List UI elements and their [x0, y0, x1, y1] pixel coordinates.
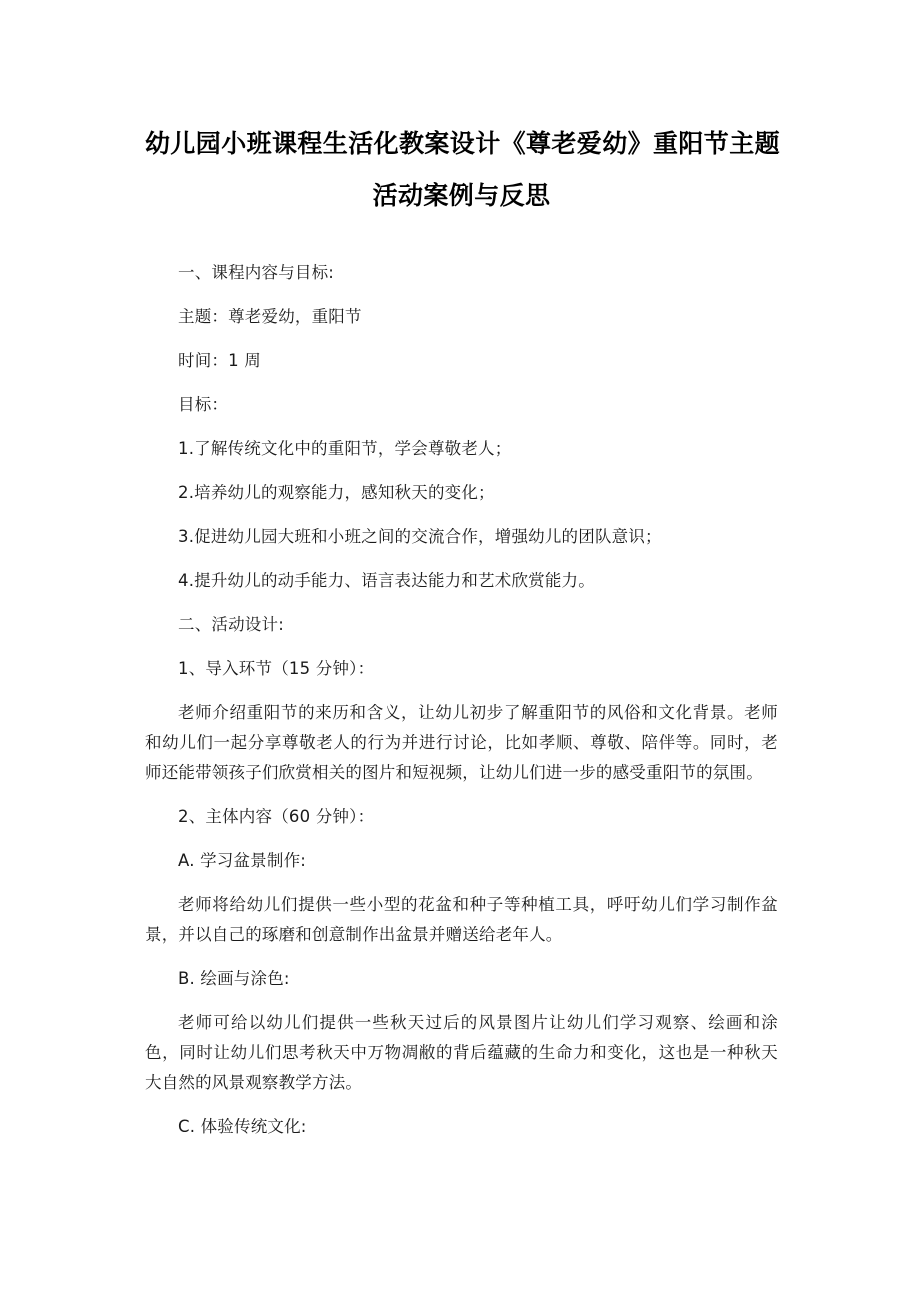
page-title-line-2: 活动案例与反思: [372, 181, 551, 210]
subsection-heading-a-bonsai: A. 学习盆景制作:: [178, 851, 307, 870]
document-body: [145, 222, 778, 1142]
field-theme: 主题：尊老爱幼，重阳节: [178, 307, 362, 326]
objective-item-1: 1.了解传统文化中的重阳节，学会尊敬老人；: [178, 439, 512, 458]
document-content: [145, 0, 781, 1142]
subsection-heading-main-content: 2、主体内容（60 分钟）：: [178, 807, 375, 826]
field-objectives-label: 目标：: [178, 395, 229, 414]
subsection-heading-introduction: 1、导入环节（15 分钟）：: [178, 659, 375, 678]
field-duration: 时间：1 周: [178, 351, 261, 370]
subsection-heading-b-drawing: B. 绘画与涂色:: [178, 969, 290, 988]
objective-item-3: 3.促进幼儿园大班和小班之间的交流合作，增强幼儿的团队意识；: [178, 527, 662, 546]
paragraph-drawing: 老师可给以幼儿们提供一些秋天过后的风景图片让幼儿们学习观察、绘画和涂色，同时让幼儿们思考秋天中万物凋敝的背后蕴藏的生命力和变化，这也是一种秋天大自然的风景观察教学方法。: [145, 1013, 778, 1092]
section-heading-course-content: 一、课程内容与目标:: [178, 263, 335, 282]
paragraph-introduction: 老师介绍重阳节的来历和含义，让幼儿初步了解重阳节的风俗和文化背景。老师和幼儿们一起分享尊敬老人的行为并进行讨论，比如孝顺、尊敬、陪伴等。同时，老师还能带领孩子们欣赏相关的图片和短视频，让幼儿们进一步的感受重阳节的氛围。: [145, 703, 778, 782]
objective-item-2: 2.培养幼儿的观察能力，感知秋天的变化；: [178, 483, 495, 502]
paragraph-bonsai: 老师将给幼儿们提供一些小型的花盆和种子等种植工具，呼吁幼儿们学习制作盆景，并以自己的琢磨和创意制作出盆景并赠送给老年人。: [145, 895, 778, 944]
subsection-heading-c-traditional-culture: C. 体验传统文化:: [178, 1117, 307, 1136]
objective-item-4: 4.提升幼儿的动手能力、语言表达能力和艺术欣赏能力。: [178, 571, 595, 590]
page-title-line-1: 幼儿园小班课程生活化教案设计《尊老爱幼》重阳节主题: [145, 129, 781, 158]
document-title-block: [145, 0, 781, 222]
section-heading-activity-design: 二、活动设计:: [178, 615, 284, 634]
page-title: [145, 118, 781, 222]
